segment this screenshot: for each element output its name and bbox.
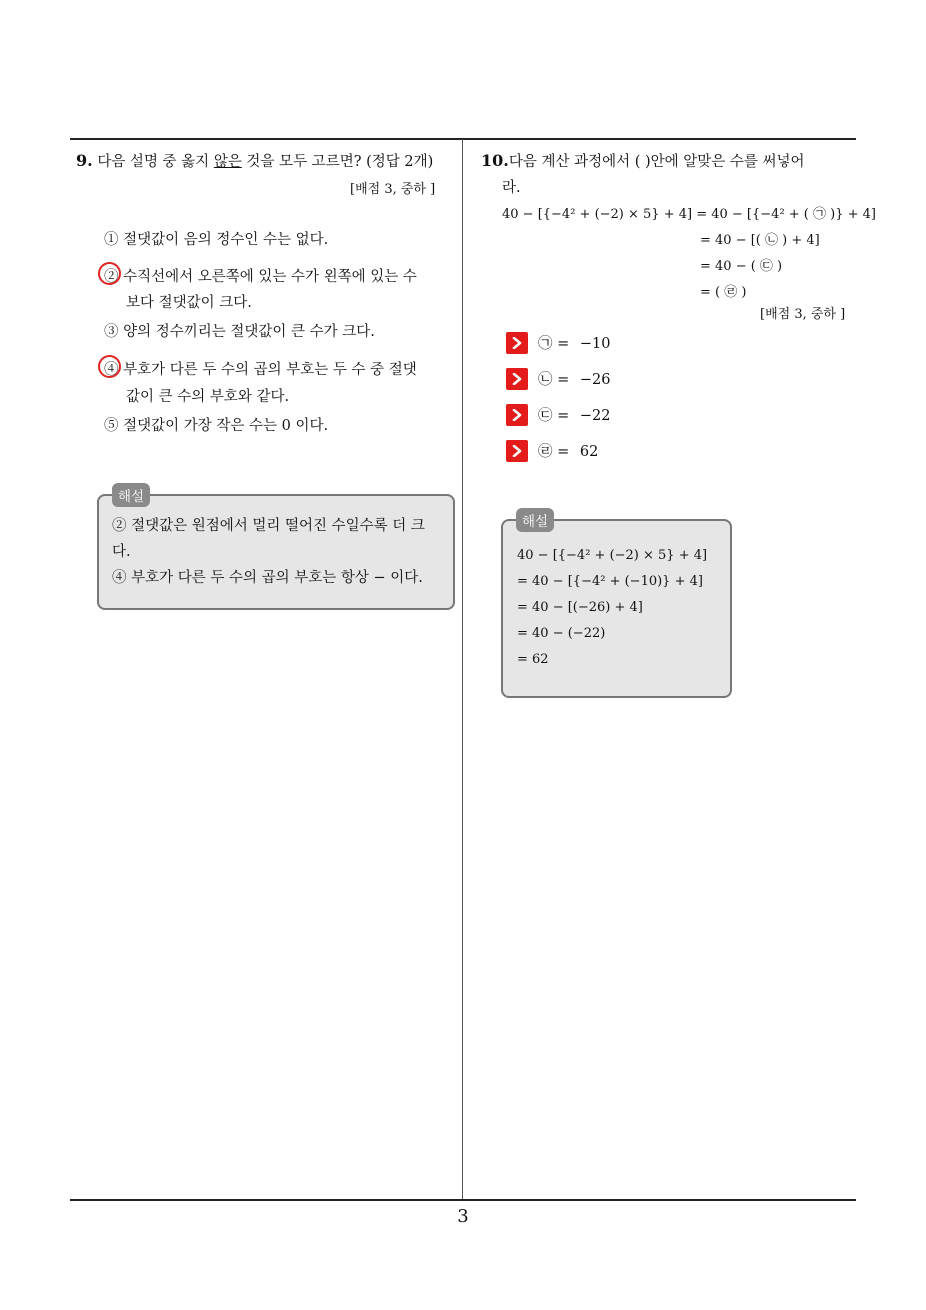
top-rule	[70, 138, 856, 140]
q10-explanation-line-2: = 40 − [{−4² + (−10)} + 4]	[517, 574, 703, 589]
column-divider	[462, 139, 463, 1201]
answer-value: 62	[579, 444, 599, 460]
q10-number: 10.	[481, 151, 509, 170]
choice-text: 수직선에서 오른쪽에 있는 수가 왼쪽에 있는 수	[123, 269, 417, 285]
answer-label: ㉢ =	[538, 408, 570, 424]
q9-number: 9.	[76, 151, 93, 170]
q9-question	[76, 150, 433, 171]
q10-explanation-line-1: 40 − [{−4² + (−2) × 5} + 4]	[517, 548, 708, 563]
q9-explanation-line-2: 다.	[112, 544, 131, 560]
answer-value: −22	[579, 408, 611, 424]
q10-explanation-line-3: = 40 − [(−26) + 4]	[517, 600, 643, 615]
q10-explanation-line-5: = 62	[517, 652, 549, 667]
page-number: 3	[457, 1206, 469, 1227]
answer-label: ㉠ =	[538, 336, 570, 352]
chevron-right-icon[interactable]	[506, 404, 528, 426]
choice-text: 부호가 다른 두 수의 곱의 부호는 두 수 중 절댓	[123, 362, 417, 378]
chevron-right-icon[interactable]	[506, 332, 528, 354]
q9-choice-4-line2: 값이 큰 수의 부호와 같다.	[126, 389, 290, 405]
q10-answer-4	[538, 440, 598, 461]
choice-text: 양의 정수끼리는 절댓값이 큰 수가 크다.	[123, 324, 375, 340]
q10-answer-2	[538, 368, 610, 389]
q9-points: [배점 3, 중하 ]	[350, 182, 436, 197]
q10-answer-3	[538, 404, 610, 425]
q10-calc-line-1: 40 − [{−4² + (−2) × 5} + 4] = 40 − [{−4² + ( ㉠ )} + 4]	[502, 207, 876, 222]
choice-marker: ④	[104, 362, 119, 378]
q9-choice-5[interactable]	[104, 414, 328, 435]
choice-text: 절댓값이 가장 작은 수는 0 이다.	[123, 418, 329, 434]
q9-choice-2[interactable]	[104, 265, 417, 286]
q9-choice-2-line2: 보다 절댓값이 크다.	[126, 295, 252, 311]
choice-marker: ③	[104, 324, 119, 340]
answer-label: ㉡ =	[538, 372, 570, 388]
choice-marker: ⑤	[104, 418, 119, 434]
q9-text-after: 것을 모두 고르면? (정답 2개)	[241, 154, 434, 170]
choice-text: 절댓값이 음의 정수인 수는 없다.	[123, 232, 329, 248]
choice-marker: ②	[104, 269, 119, 285]
q10-calc-step-1: = 40 − [( ㉡ ) + 4]	[700, 233, 820, 248]
answer-label: ㉣ =	[538, 444, 570, 460]
q10-question	[481, 150, 805, 171]
choice-marker: ①	[104, 232, 119, 248]
q9-explanation-box	[97, 494, 455, 610]
q9-explanation-line-3: ④ 부호가 다른 두 수의 곱의 부호는 항상 − 이다.	[112, 570, 423, 586]
q10-explanation-line-4: = 40 − (−22)	[517, 626, 606, 641]
chevron-right-icon[interactable]	[506, 440, 528, 462]
chevron-right-icon[interactable]	[506, 368, 528, 390]
q9-explanation-line-1: ② 절댓값은 원점에서 멀리 떨어진 수일수록 더 크	[112, 518, 425, 534]
q10-answer-1	[538, 332, 610, 353]
q9-choice-1[interactable]	[104, 228, 328, 249]
q9-choice-3[interactable]	[104, 320, 375, 341]
q10-points: [배점 3, 중하 ]	[760, 307, 846, 322]
answer-value: −10	[579, 336, 611, 352]
q10-explanation-tag: 해설	[516, 508, 554, 532]
q9-explanation-tag: 해설	[112, 483, 150, 507]
q9-text-before: 다음 설명 중 옳지	[97, 154, 214, 170]
q10-explanation-box	[501, 519, 732, 698]
answer-value: −26	[579, 372, 611, 388]
q9-text-underlined: 않은	[213, 154, 242, 170]
q10-calc-step-2: = 40 − ( ㉢ )	[700, 259, 783, 274]
q9-choice-4[interactable]	[104, 358, 417, 379]
bottom-rule	[70, 1199, 856, 1201]
q10-calc-step-3: = ( ㉣ )	[700, 285, 747, 300]
q10-text-line2: 라.	[502, 180, 521, 196]
q10-text-line1: 다음 계산 과정에서 ( )안에 알맞은 수를 써넣어	[508, 154, 805, 170]
